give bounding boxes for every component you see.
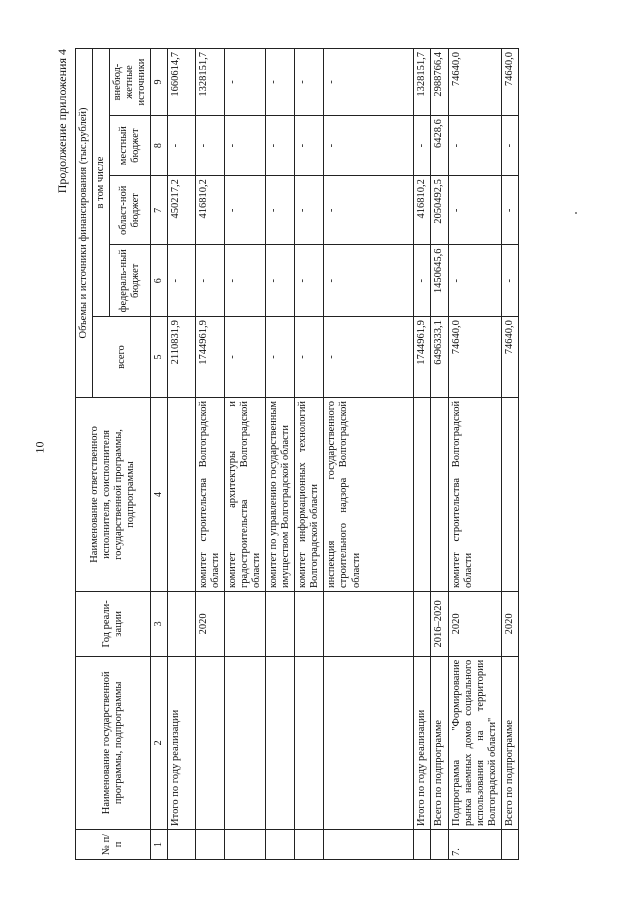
- column-number: 1: [151, 829, 168, 859]
- cell-program: [266, 656, 295, 829]
- cell-program: Подпрограмма "Формирование рынка наемных домов социального использования на территории Волгоградской области": [448, 656, 501, 829]
- cell-extra: 1660614,7: [167, 49, 195, 116]
- column-number: 4: [151, 397, 168, 591]
- table-row: [431, 49, 448, 860]
- cell-num: [431, 829, 448, 859]
- page-number: 10: [32, 441, 47, 454]
- cell-num: [295, 829, 324, 859]
- cell-extra: -: [324, 49, 414, 116]
- cell-year: [295, 592, 324, 657]
- cell-year: 2020: [501, 592, 518, 657]
- cell-extra: 74640,0: [501, 49, 518, 116]
- rotated-table-sheet: [53, 45, 618, 860]
- cell-total: -: [224, 317, 265, 398]
- cell-federal: -: [448, 245, 501, 317]
- cell-executor: [431, 397, 448, 591]
- cell-program: Всего по подпрограмме: [501, 656, 518, 829]
- table-row: [448, 49, 501, 860]
- cell-regional: -: [295, 176, 324, 245]
- cell-extra: 74640,0: [448, 49, 501, 116]
- cell-program: [295, 656, 324, 829]
- cell-local: -: [295, 116, 324, 176]
- cell-federal: -: [167, 245, 195, 317]
- cell-year: 2020: [448, 592, 501, 657]
- table-row: [501, 49, 518, 860]
- cell-num: [224, 829, 265, 859]
- column-number: 9: [151, 49, 168, 116]
- cell-executor: [167, 397, 195, 591]
- cell-num: [266, 829, 295, 859]
- header-including: в том числе: [93, 49, 110, 317]
- cell-federal: 1450645,6: [431, 245, 448, 317]
- cell-total: 74640,0: [501, 317, 518, 398]
- column-number: 5: [151, 317, 168, 398]
- cell-regional: -: [266, 176, 295, 245]
- cell-federal: -: [414, 245, 431, 317]
- cell-extra: 1328151,7: [195, 49, 224, 116]
- table-row: [224, 49, 265, 860]
- cell-regional: -: [501, 176, 518, 245]
- header-regional: област-ной бюджет: [110, 176, 151, 245]
- column-number-row: [151, 49, 168, 860]
- cell-executor: [414, 397, 431, 591]
- cell-extra: -: [266, 49, 295, 116]
- cell-local: -: [266, 116, 295, 176]
- cell-total: 6496333,1: [431, 317, 448, 398]
- cell-year: [167, 592, 195, 657]
- cell-executor: инспекция государственного строительного надзора Волгоградской области: [324, 397, 414, 591]
- cell-local: -: [224, 116, 265, 176]
- table-row: [167, 49, 195, 860]
- cell-extra: -: [224, 49, 265, 116]
- cell-total: 1744961,9: [195, 317, 224, 398]
- cell-program: [324, 656, 414, 829]
- cell-total: -: [324, 317, 414, 398]
- cell-extra: 2988766,4: [431, 49, 448, 116]
- cell-total: -: [295, 317, 324, 398]
- cell-federal: -: [324, 245, 414, 317]
- header-funding-group: Объемы и источники финансирования (тыс.рублей): [76, 49, 93, 398]
- cell-executor: комитет архитектуры и градостроительства Волгоградской области: [224, 397, 265, 591]
- cell-federal: -: [266, 245, 295, 317]
- cell-local: -: [167, 116, 195, 176]
- cell-num: [167, 829, 195, 859]
- table-row: [195, 49, 224, 860]
- table-row: [266, 49, 295, 860]
- header-executor: Наименование ответственного исполнителя, соисполнителя государственной программы, подпрограммы: [76, 397, 151, 591]
- cell-program: Итого по году реализации: [414, 656, 431, 829]
- cell-federal: -: [195, 245, 224, 317]
- cell-local: -: [414, 116, 431, 176]
- appendix-note: Продолжение приложения 4: [55, 49, 69, 194]
- cell-regional: 416810,2: [195, 176, 224, 245]
- cell-executor: комитет информационных технологий Волгоградской области: [295, 397, 324, 591]
- cell-federal: -: [501, 245, 518, 317]
- header-extra: внебюд-жетные источники: [110, 49, 151, 116]
- cell-total: 1744961,9: [414, 317, 431, 398]
- cell-extra: -: [295, 49, 324, 116]
- header-num: № п/п: [76, 829, 151, 859]
- header-federal: федераль-ный бюджет: [110, 245, 151, 317]
- cell-federal: -: [295, 245, 324, 317]
- cell-local: 6428,6: [431, 116, 448, 176]
- cell-regional: -: [324, 176, 414, 245]
- table-row: [295, 49, 324, 860]
- cell-extra: 1328151,7: [414, 49, 431, 116]
- cell-program: [195, 656, 224, 829]
- scan-speck: [575, 212, 577, 214]
- cell-federal: -: [224, 245, 265, 317]
- table-row: [324, 49, 414, 860]
- cell-year: [266, 592, 295, 657]
- cell-num: [324, 829, 414, 859]
- cell-num: [414, 829, 431, 859]
- header-program: Наименование государственной программы, подпрограммы: [76, 656, 151, 829]
- cell-regional: -: [224, 176, 265, 245]
- cell-executor: комитет по управлению государственным имуществом Волгоградской области: [266, 397, 295, 591]
- cell-year: [414, 592, 431, 657]
- column-number: 6: [151, 245, 168, 317]
- cell-executor: [501, 397, 518, 591]
- table-row: [414, 49, 431, 860]
- cell-regional: 416810,2: [414, 176, 431, 245]
- column-number: 8: [151, 116, 168, 176]
- header-year: Год реали-зации: [76, 592, 151, 657]
- cell-regional: 2050492,5: [431, 176, 448, 245]
- column-number: 7: [151, 176, 168, 245]
- cell-total: 74640,0: [448, 317, 501, 398]
- cell-local: -: [448, 116, 501, 176]
- cell-local: -: [324, 116, 414, 176]
- cell-num: 7.: [448, 829, 501, 859]
- cell-program: Всего по подпрограмме: [431, 656, 448, 829]
- cell-year: [324, 592, 414, 657]
- cell-total: 2110831,9: [167, 317, 195, 398]
- financing-table: [75, 48, 519, 860]
- cell-local: -: [195, 116, 224, 176]
- header-local: местный бюджет: [110, 116, 151, 176]
- column-number: 2: [151, 656, 168, 829]
- header-total: всего: [93, 317, 151, 398]
- cell-regional: 450217,2: [167, 176, 195, 245]
- column-number: 3: [151, 592, 168, 657]
- cell-executor: комитет строительства Волгоградской области: [448, 397, 501, 591]
- cell-program: Итого по году реализации: [167, 656, 195, 829]
- cell-local: -: [501, 116, 518, 176]
- cell-num: [501, 829, 518, 859]
- cell-year: 2020: [195, 592, 224, 657]
- cell-regional: -: [448, 176, 501, 245]
- cell-num: [195, 829, 224, 859]
- cell-program: [224, 656, 265, 829]
- cell-total: -: [266, 317, 295, 398]
- cell-year: [224, 592, 265, 657]
- cell-executor: комитет строительства Волгоградской области: [195, 397, 224, 591]
- cell-year: 2016–2020: [431, 592, 448, 657]
